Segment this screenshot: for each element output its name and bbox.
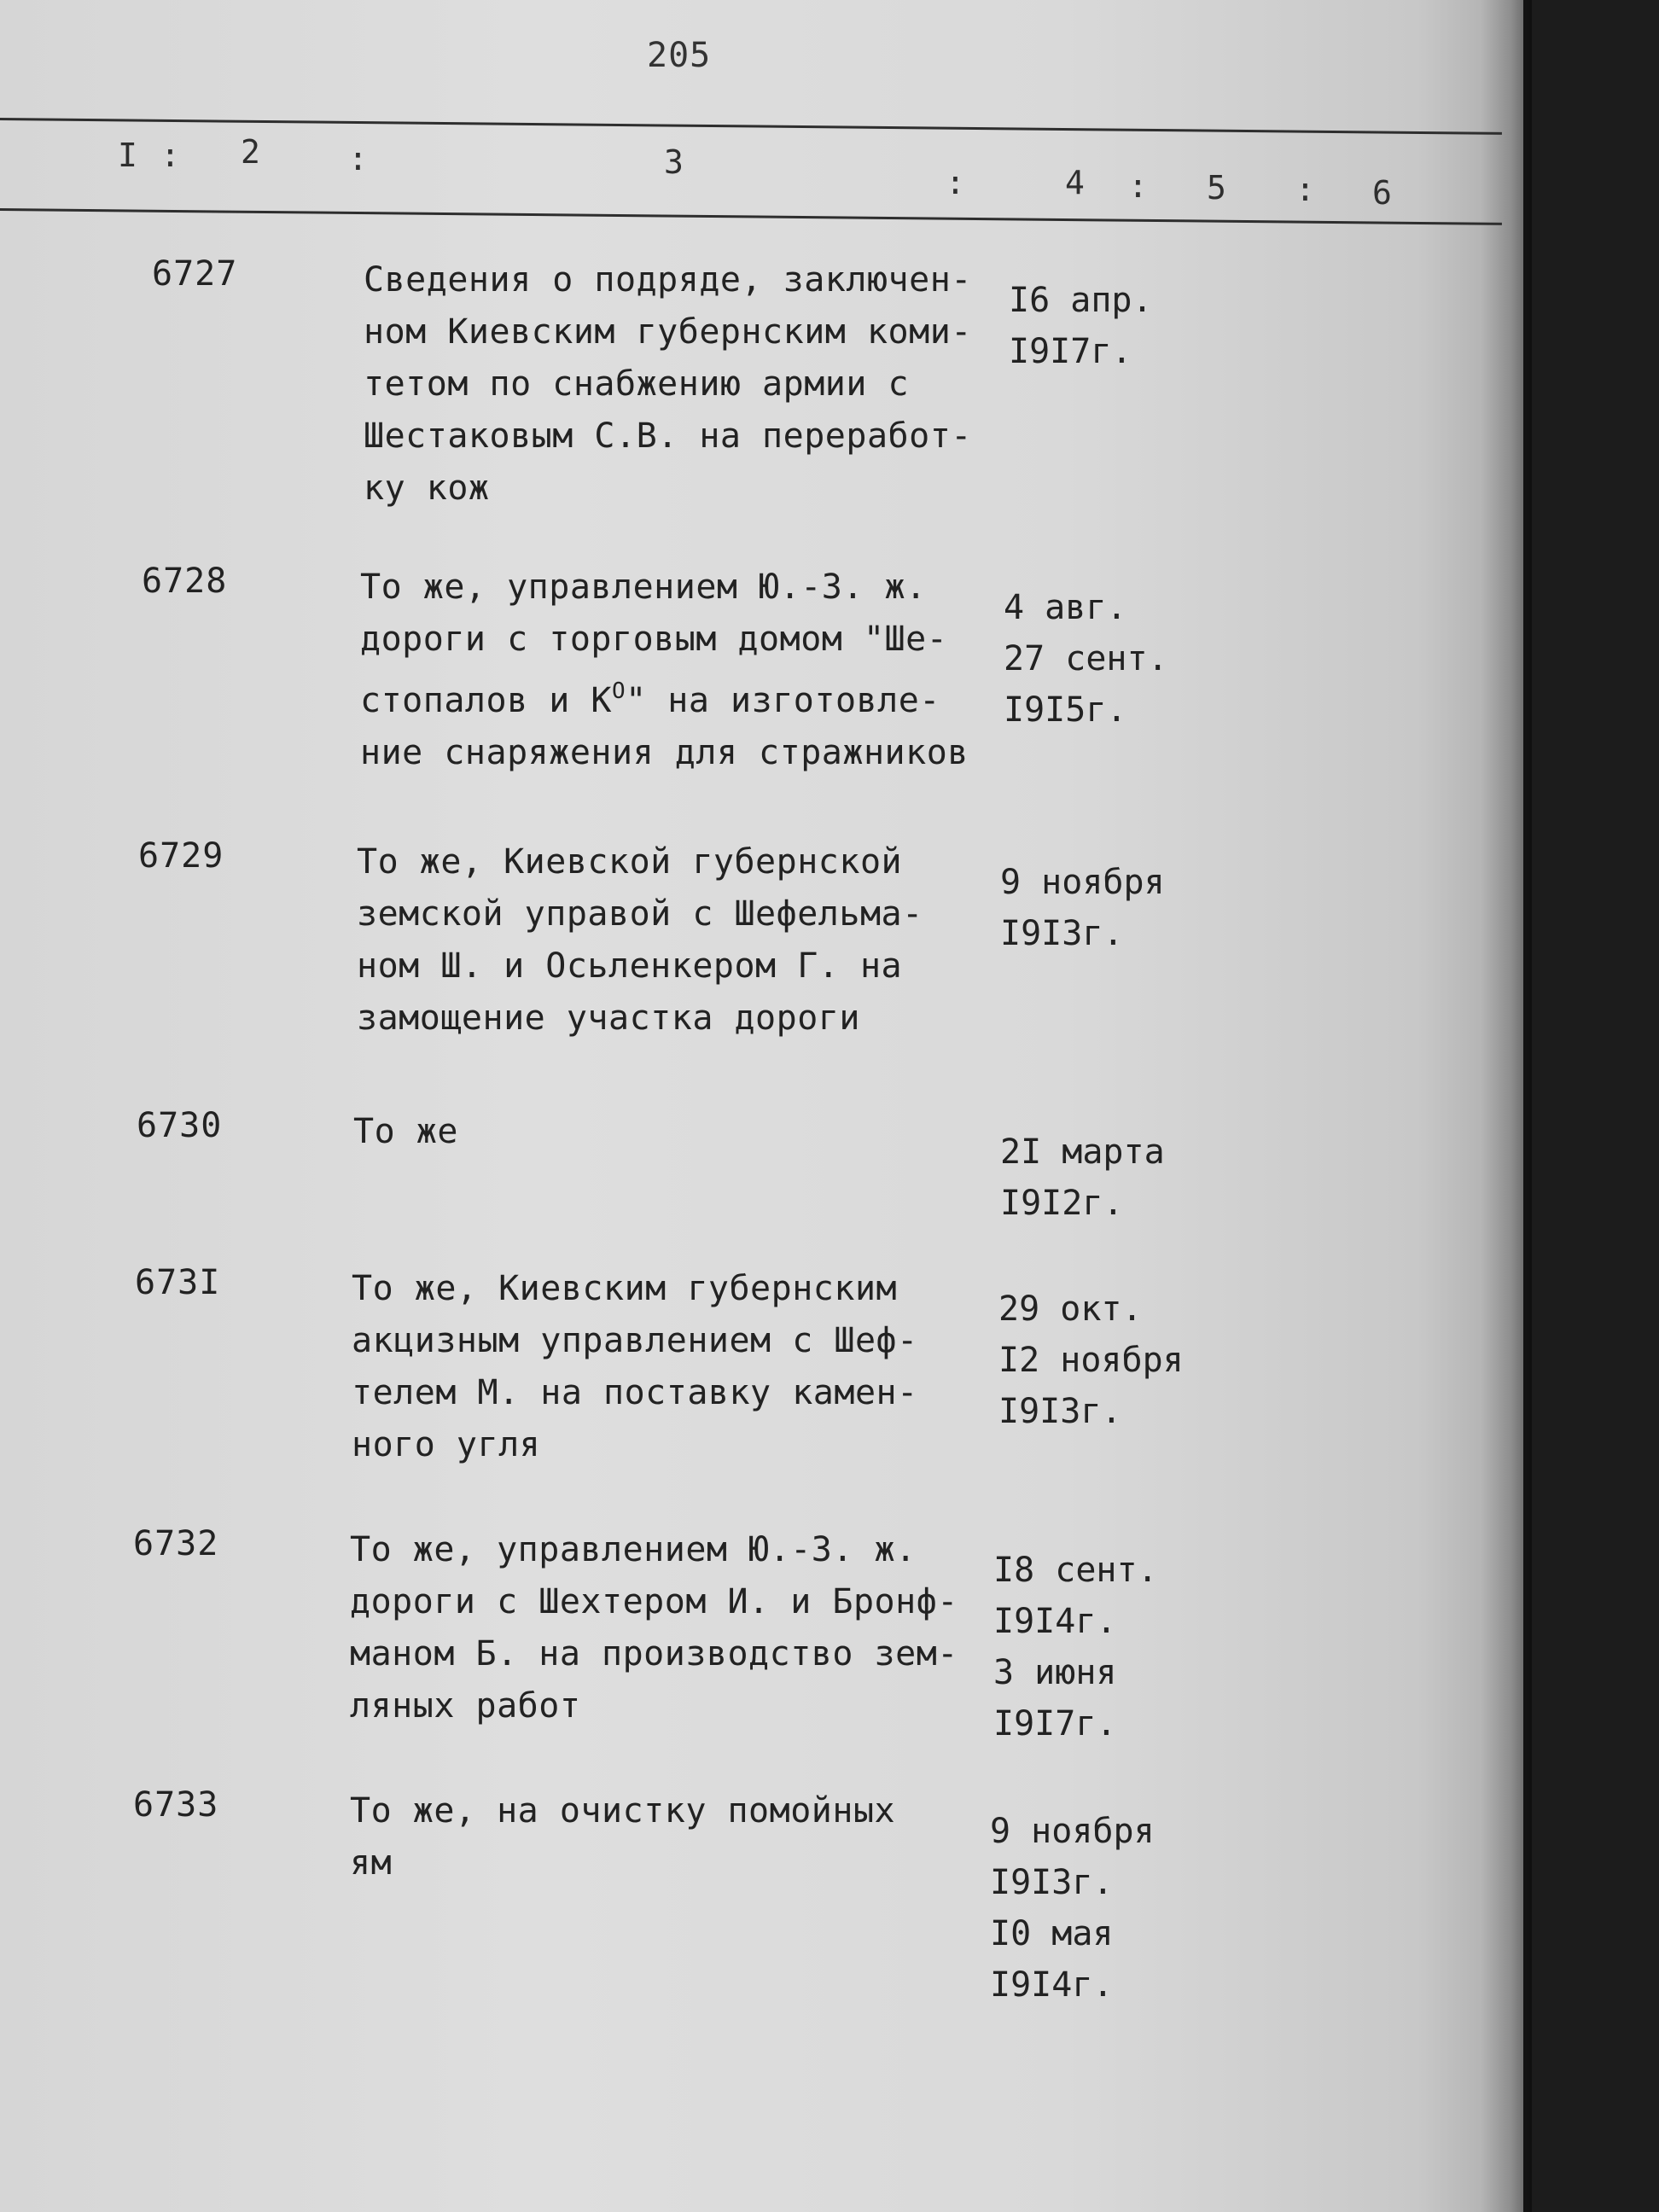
column-header-3: 3 <box>664 143 684 181</box>
superscript-o: О <box>611 678 626 704</box>
entry-number: 6728 <box>142 562 228 601</box>
entry-number: 6727 <box>152 254 238 294</box>
column-separator: : <box>1295 171 1315 208</box>
entry-number: 6733 <box>133 1785 219 1825</box>
column-header-6: 6 <box>1372 174 1392 212</box>
entry-title: То же, Киевским губернским акцизным управлением с Шеф- телем М. на поставку камен- ного угля <box>352 1269 918 1464</box>
entry-dates: 4 авг. 27 сент. I9I5г. <box>1004 588 1168 730</box>
column-separator: : <box>160 137 180 174</box>
entry-number: 6730 <box>137 1106 223 1145</box>
page-number: 205 <box>647 36 712 75</box>
entry-dates: 29 окт. I2 ноября I9I3г. <box>998 1289 1184 1431</box>
entry-title: То же <box>353 1112 458 1151</box>
entry-dates: 2I марта I9I2г. <box>1000 1132 1165 1223</box>
column-separator: : <box>1128 167 1148 205</box>
entry-title: То же, на очистку помойных ям <box>350 1791 896 1883</box>
column-header-2: 2 <box>241 133 260 171</box>
column-header-1: I <box>118 137 137 174</box>
entry-dates: I8 сент. I9I4г. 3 июня I9I7г. <box>993 1551 1158 1743</box>
entry-title: То же, управлением Ю.-З. ж. дороги с Шехтером И. и Бронф- маном Б. на производство зем- ляных работ <box>350 1530 958 1726</box>
entry-number: 6729 <box>138 836 224 876</box>
column-separator: : <box>946 164 965 201</box>
entry-title: Сведения о подряде, заключен- ном Киевским губернским коми- тетом по снабжению армии с Шестаковым С.В. на переработ- ку кож <box>364 260 972 508</box>
entry-title-part: То же, управлением Ю.-З. ж. дороги с торговым домом "Ше- стопалов и К <box>360 568 948 720</box>
entry-title-part: " на изготовле- ние снаряжения для стражников <box>360 681 969 772</box>
entry-dates: 9 ноября I9I3г. <box>1000 863 1165 953</box>
table-header-bottom-rule <box>0 208 1502 225</box>
column-separator: : <box>348 140 368 178</box>
entry-title: То же, Киевской губернской земской управой с Шефельма- ном Ш. и Осьленкером Г. на замощение участка дороги <box>357 842 923 1038</box>
entry-title <box>360 562 1009 779</box>
entry-dates: I6 апр. I9I7г. <box>1009 281 1153 371</box>
page-edge-shadow <box>1481 0 1532 2212</box>
column-header-4: 4 <box>1065 164 1085 201</box>
table-header-top-rule <box>0 118 1502 135</box>
entry-number: 6732 <box>133 1524 219 1563</box>
column-header-5: 5 <box>1207 169 1226 207</box>
entry-number: 673I <box>135 1263 221 1302</box>
entry-dates: 9 ноября I9I3г. I0 мая I9I4г. <box>990 1812 1155 2005</box>
